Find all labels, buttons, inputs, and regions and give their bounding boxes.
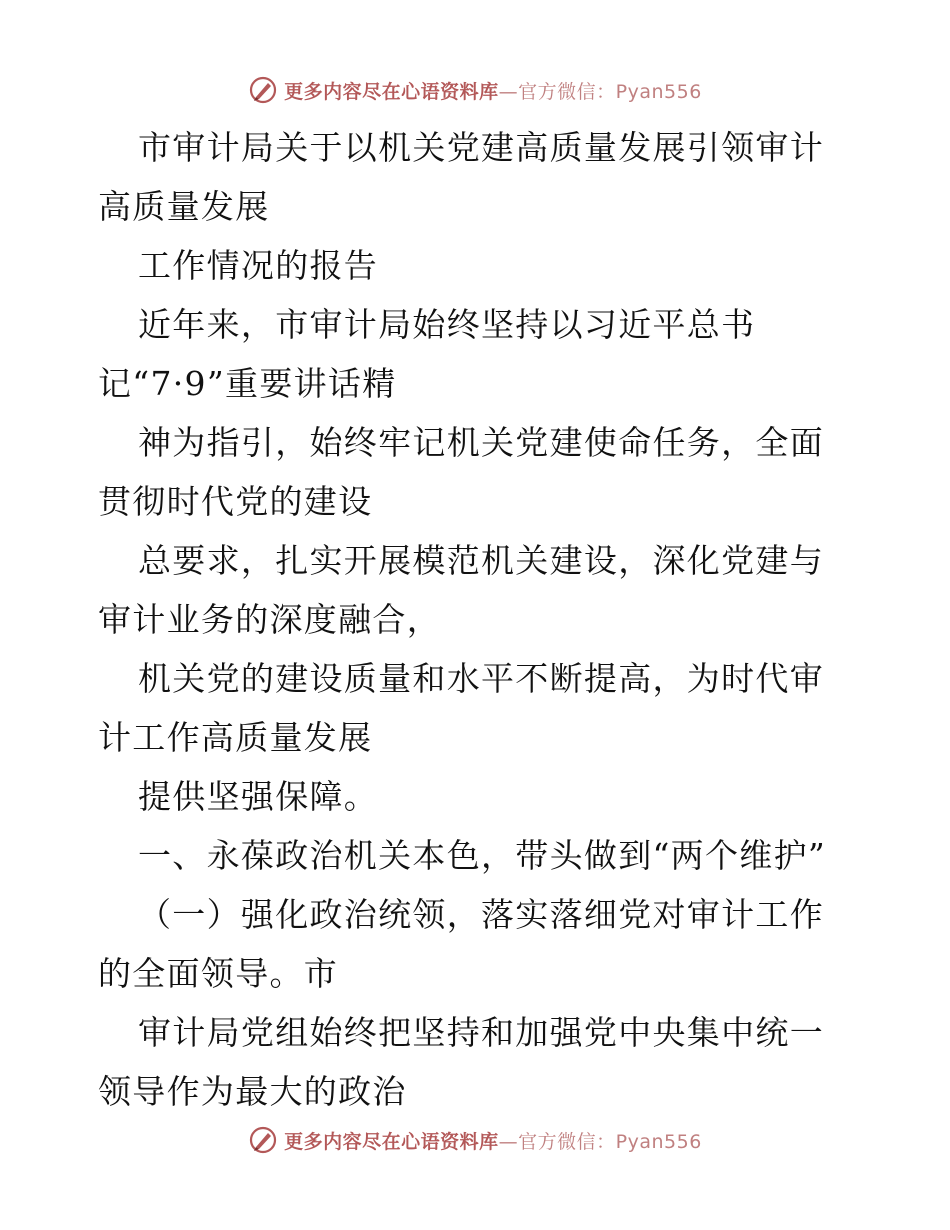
pen-logo-icon [248, 1125, 278, 1155]
body-paragraph: 总要求，扎实开展模范机关建设，深化党建与审计业务的深度融合， [98, 541, 824, 639]
body-paragraph: 神为指引，始终牢记机关党建使命任务，全面贯彻时代党的建设 [98, 423, 824, 521]
document-title-line-1: 市审计局关于以机关党建高质量发展引领审计高质量发展 [98, 128, 824, 226]
watermark-wechat: —官方微信：Pyan556 [498, 80, 702, 103]
body-paragraph: 提供坚强保障。 [138, 777, 379, 816]
body-paragraph: 记“7·9”重要讲话精 [98, 364, 397, 403]
body-paragraph: 审计局党组始终把坚持和加强党中央集中统一领导作为最大的政治 [98, 1013, 824, 1111]
watermark-wechat: —官方微信：Pyan556 [498, 1130, 702, 1153]
body-paragraph: 机关党的建设质量和水平不断提高，为时代审计工作高质量发展 [98, 659, 824, 757]
document-title-line-2: 工作情况的报告 [138, 246, 379, 285]
body-paragraph: 近年来，市审计局始终坚持以习近平总书 [138, 305, 756, 344]
footer-watermark-banner [0, 1122, 950, 1158]
pen-logo-icon [248, 75, 278, 105]
watermark-text [284, 1127, 702, 1154]
watermark-library-name: 更多内容尽在心语资料库 [284, 1130, 499, 1153]
section-heading: 一、永葆政治机关本色，带头做到“两个维护” [138, 836, 827, 875]
header-watermark-banner [0, 72, 950, 108]
subsection-paragraph: （一）强化政治统领，落实落细党对审计工作的全面领导。市 [98, 895, 824, 993]
document-body [98, 118, 858, 1121]
watermark-text [284, 77, 702, 104]
watermark-library-name: 更多内容尽在心语资料库 [284, 80, 499, 103]
